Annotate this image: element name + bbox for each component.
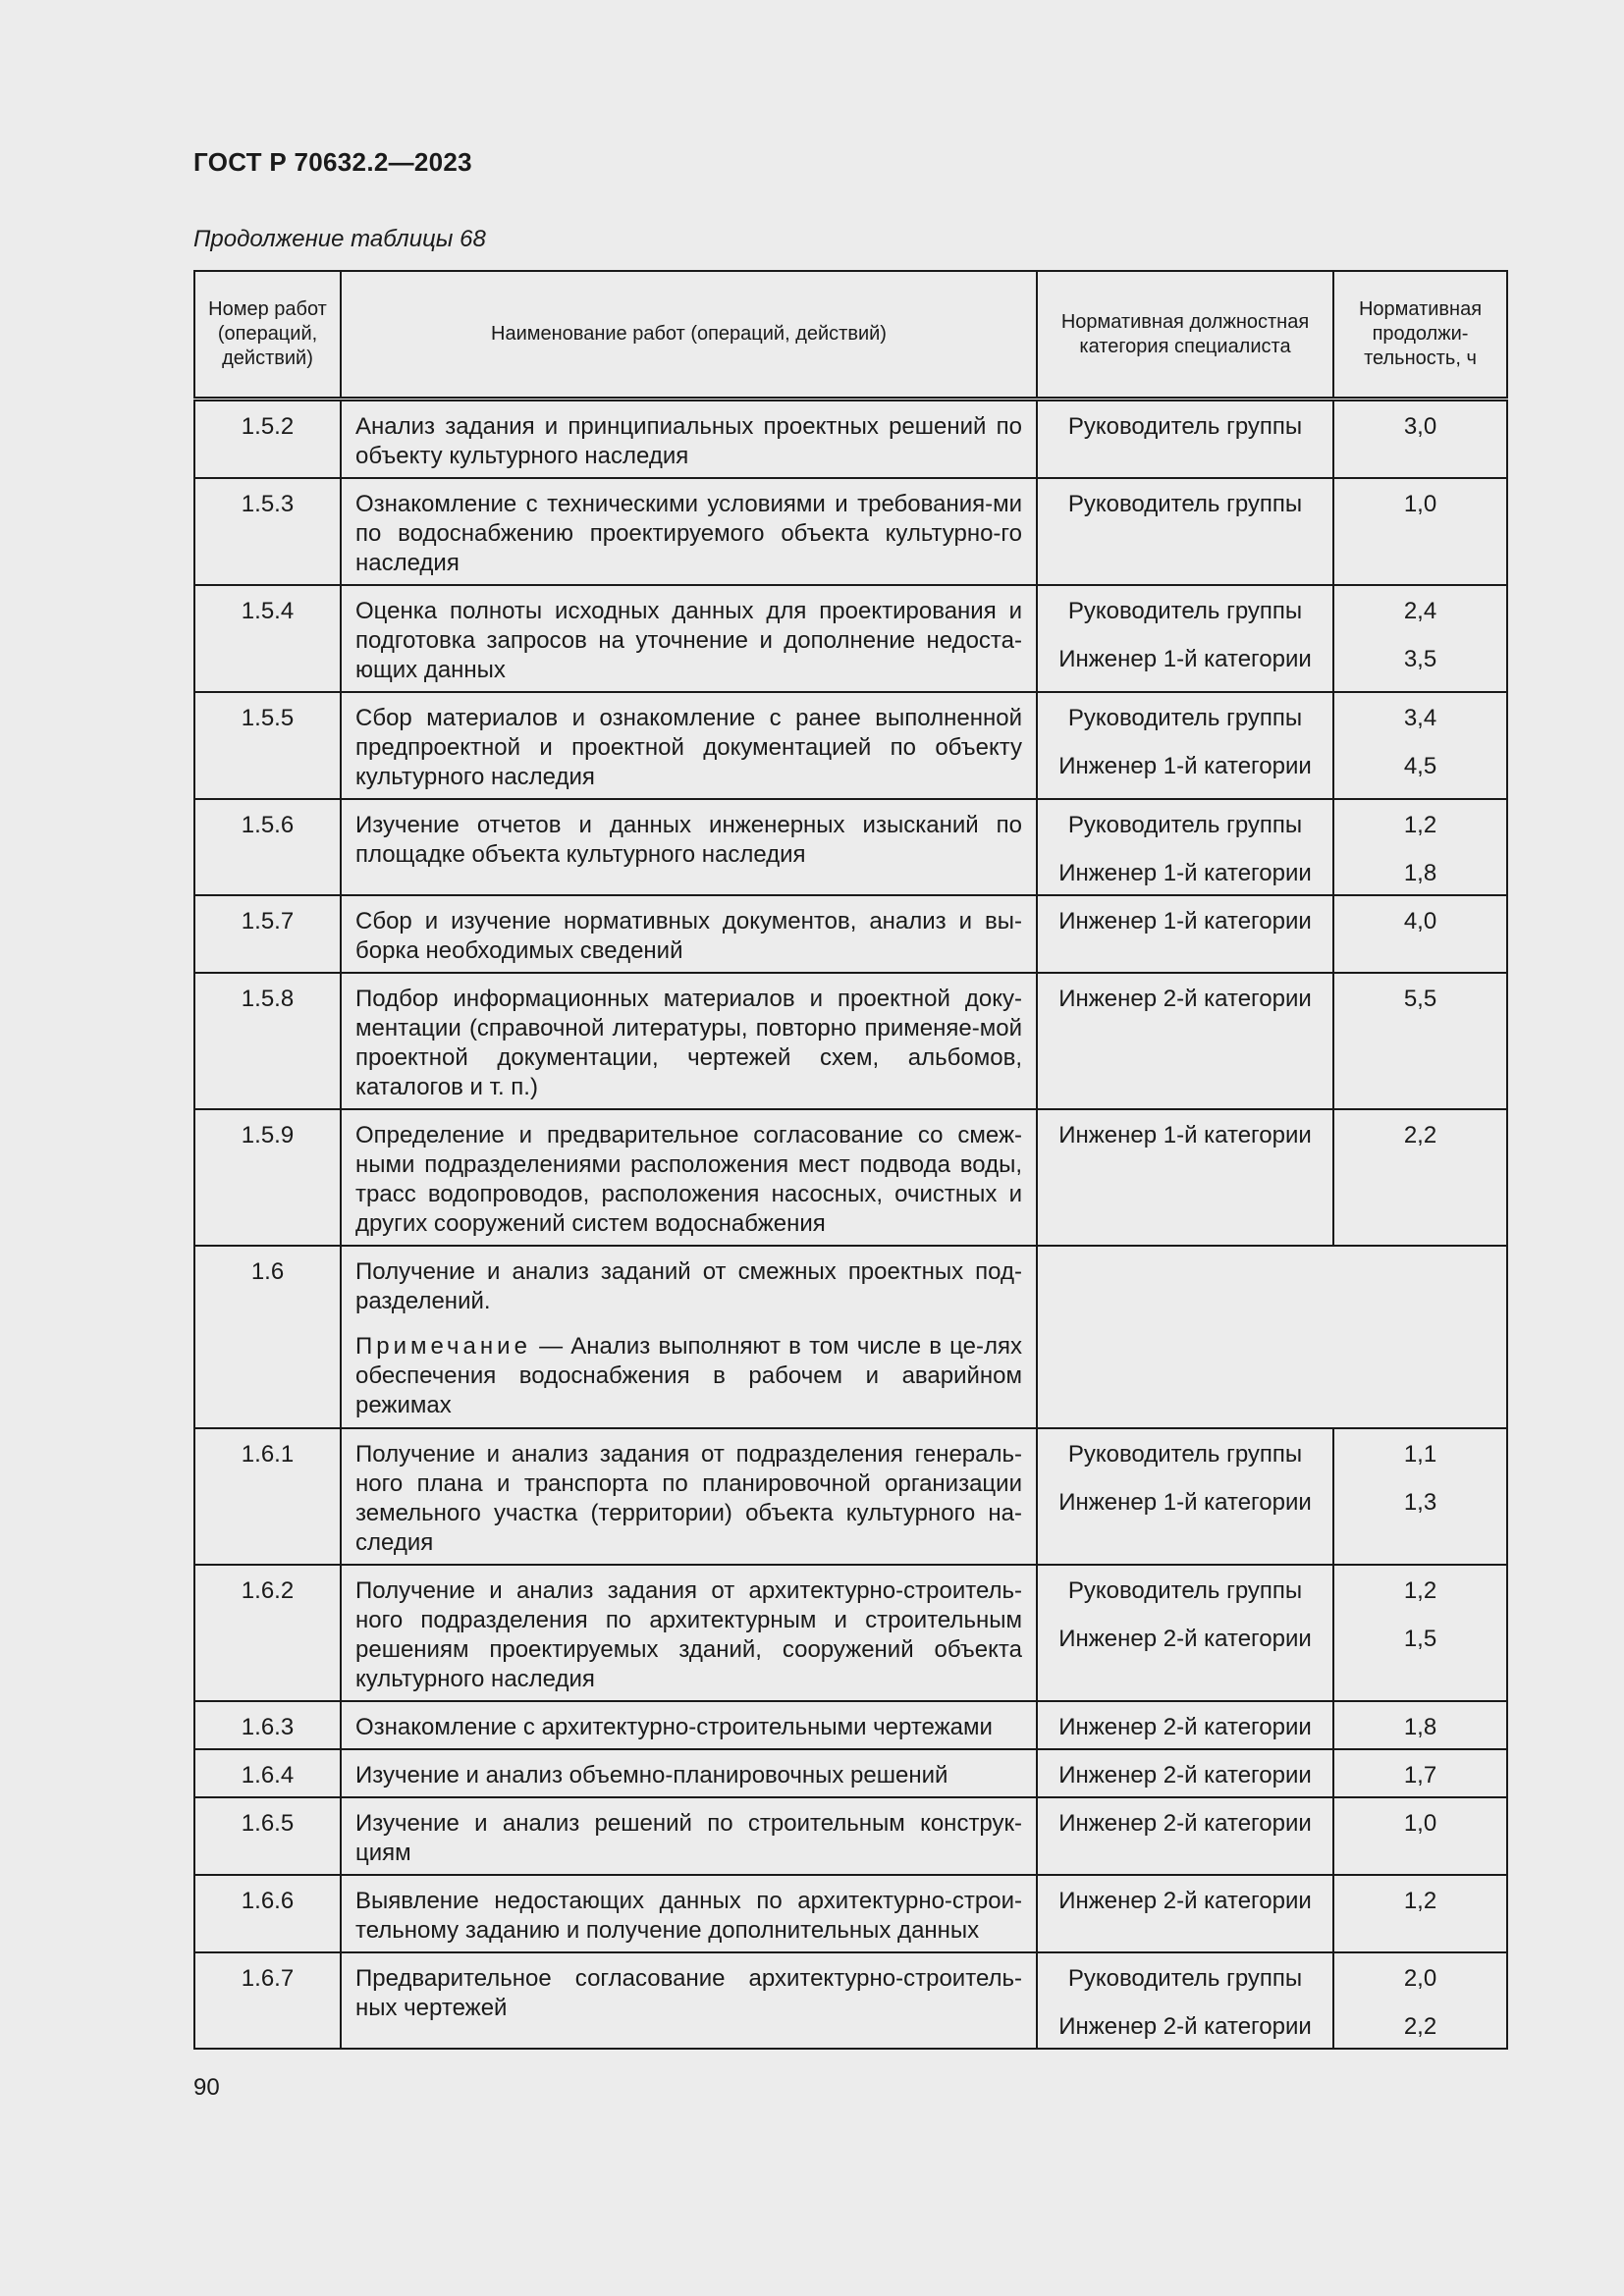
work-number: 1.5.4: [194, 585, 341, 692]
work-number: 1.6.5: [194, 1797, 341, 1875]
duration-cell: [1333, 1797, 1507, 1875]
table-row: [194, 1109, 1507, 1246]
duration-cell: [1333, 895, 1507, 973]
work-number: 1.5.9: [194, 1109, 341, 1246]
norms-table: [193, 270, 1508, 2050]
duration: 1,0: [1403, 490, 1437, 517]
duration: 1,5: [1403, 1625, 1437, 1652]
duration: 1,8: [1403, 859, 1437, 886]
specialist: Инженер 2-й категории: [1058, 1887, 1312, 1914]
work-number: 1.5.3: [194, 478, 341, 585]
work-name: Изучение и анализ объемно-планировочных решений: [341, 1749, 1037, 1797]
specialist-cell: [1037, 1749, 1333, 1797]
work-name: Определение и предварительное согласование со смеж-ными подразделениями расположения мест подвода воды, трасс водопроводов, расположения насосных, очистных и других сооружений систем водоснабжения: [341, 1109, 1037, 1246]
specialist-cell: [1037, 1875, 1333, 1952]
table-row: [194, 1749, 1507, 1797]
specialist: Инженер 2-й категории: [1058, 1761, 1312, 1789]
table-row: [194, 585, 1507, 692]
specialist: Руководитель группы: [1067, 811, 1303, 838]
work-name: Ознакомление с архитектурно-строительными чертежами: [341, 1701, 1037, 1749]
duration: 3,5: [1403, 645, 1437, 672]
work-name: Сбор и изучение нормативных документов, анализ и вы-борка необходимых сведений: [341, 895, 1037, 973]
work-name: Сбор материалов и ознакомление с ранее выполненной предпроектной и проектной документацией по объекту культурного наследия: [341, 692, 1037, 799]
work-number: 1.5.6: [194, 799, 341, 895]
duration-cell: [1333, 400, 1507, 478]
table-header-row: [194, 271, 1507, 400]
duration-cell: [1333, 478, 1507, 585]
specialist-cell: [1037, 478, 1333, 585]
duration: 1,2: [1403, 811, 1437, 838]
duration: 2,0: [1403, 1964, 1437, 1992]
work-name: Анализ задания и принципиальных проектных решений по объекту культурного наследия: [341, 400, 1037, 478]
page-number: 90: [193, 2074, 220, 2101]
work-number: 1.6: [194, 1246, 341, 1428]
note-label: Примечание: [355, 1332, 531, 1360]
specialist: Инженер 1-й категории: [1058, 645, 1312, 672]
duration: 5,5: [1403, 985, 1437, 1012]
specialist: Руководитель группы: [1067, 704, 1303, 731]
table-row: [194, 1952, 1507, 2049]
specialist-cell: [1037, 1701, 1333, 1749]
work-number: 1.5.5: [194, 692, 341, 799]
specialist-cell: [1037, 973, 1333, 1109]
duration: 2,4: [1403, 597, 1437, 624]
duration-cell: [1333, 1952, 1507, 2049]
specialist: Инженер 2-й категории: [1058, 985, 1312, 1012]
duration-cell: [1333, 1749, 1507, 1797]
table-row: [194, 478, 1507, 585]
work-name: Подбор информационных материалов и проектной доку-ментации (справочной литературы, повторно применяе-мой проектной документации, чертежей схем, альбомов, каталогов и т. п.): [341, 973, 1037, 1109]
table-row: [194, 1428, 1507, 1565]
specialist: Инженер 1-й категории: [1058, 859, 1312, 886]
table-row: [194, 895, 1507, 973]
table-row: [194, 1246, 1507, 1428]
duration-cell: [1333, 692, 1507, 799]
duration-cell: [1333, 1701, 1507, 1749]
specialist-cell: [1037, 400, 1333, 478]
work-number: 1.6.2: [194, 1565, 341, 1701]
work-name: Оценка полноты исходных данных для проектирования и подготовка запросов на уточнение и дополнение недоста-ющих данных: [341, 585, 1037, 692]
column-header-name: Наименование работ (операций, действий): [341, 271, 1037, 400]
work-name: Ознакомление с техническими условиями и требования-ми по водоснабжению проектируемого объекта культурно-го наследия: [341, 478, 1037, 585]
specialist-cell: [1037, 1952, 1333, 2049]
table-row: [194, 1565, 1507, 1701]
column-header-duration: Нормативная продолжи-тельность, ч: [1333, 271, 1507, 400]
duration: 2,2: [1403, 2012, 1437, 2040]
specialist-cell: [1037, 895, 1333, 973]
specialist: Инженер 1-й категории: [1058, 1488, 1312, 1516]
duration: 1,0: [1403, 1809, 1437, 1837]
work-number: 1.6.1: [194, 1428, 341, 1565]
note: [355, 1332, 1022, 1420]
specialist-cell: [1037, 799, 1333, 895]
table-row: [194, 400, 1507, 478]
specialist: Руководитель группы: [1067, 413, 1303, 440]
duration: 1,2: [1403, 1576, 1437, 1604]
specialist: Инженер 1-й категории: [1058, 907, 1312, 934]
work-name: Получение и анализ задания от архитектурно-строитель-ного подразделения по архитектурным и строительным решениям проектируемых зданий, сооружений объекта культурного наследия: [341, 1565, 1037, 1701]
work-number: 1.6.6: [194, 1875, 341, 1952]
document-title: ГОСТ Р 70632.2—2023: [193, 147, 472, 177]
specialist-cell: [1037, 692, 1333, 799]
work-name-text: Получение и анализ заданий от смежных проектных под-разделений.: [355, 1257, 1022, 1314]
duration: 3,0: [1403, 413, 1437, 440]
specialist: Руководитель группы: [1067, 1576, 1303, 1604]
specialist: Руководитель группы: [1067, 1440, 1303, 1468]
table-row: [194, 1797, 1507, 1875]
duration: 2,2: [1403, 1121, 1437, 1148]
duration: 3,4: [1403, 704, 1437, 731]
duration-cell: [1333, 585, 1507, 692]
work-number: 1.5.7: [194, 895, 341, 973]
specialist: Инженер 2-й категории: [1058, 1625, 1312, 1652]
column-header-specialist: Нормативная должностная категория специалиста: [1037, 271, 1333, 400]
note-text: — Анализ выполняют в том числе в це-лях обеспечения водоснабжения в рабочем и аварийном режимах: [355, 1332, 1022, 1418]
work-number: 1.6.7: [194, 1952, 341, 2049]
duration-cell: [1333, 973, 1507, 1109]
specialist-cell: [1037, 1428, 1333, 1565]
table-row: [194, 1875, 1507, 1952]
table-row: [194, 1701, 1507, 1749]
table-row: [194, 799, 1507, 895]
duration: 1,1: [1403, 1440, 1437, 1468]
specialist-cell: [1037, 1109, 1333, 1246]
work-name: Получение и анализ задания от подразделения генераль-ного плана и транспорта по планировочной организации земельного участка (территории) объекта культурного на-следия: [341, 1428, 1037, 1565]
table-row: [194, 692, 1507, 799]
work-name: Изучение и анализ решений по строительным конструк-циям: [341, 1797, 1037, 1875]
work-name: Предварительное согласование архитектурно-строитель-ных чертежей: [341, 1952, 1037, 2049]
duration-cell: [1333, 799, 1507, 895]
specialist: Руководитель группы: [1067, 597, 1303, 624]
work-number: 1.6.3: [194, 1701, 341, 1749]
column-header-number: Номер работ (операций, действий): [194, 271, 341, 400]
work-number: 1.5.8: [194, 973, 341, 1109]
duration: 1,8: [1403, 1713, 1437, 1740]
duration-cell: [1333, 1565, 1507, 1701]
specialist: Инженер 2-й категории: [1058, 1809, 1312, 1837]
specialist-cell: [1037, 1565, 1333, 1701]
work-name: Выявление недостающих данных по архитектурно-строи-тельному заданию и получение дополнительных данных: [341, 1875, 1037, 1952]
duration-cell: [1333, 1428, 1507, 1565]
specialist: Инженер 1-й категории: [1058, 752, 1312, 779]
specialist: Руководитель группы: [1067, 490, 1303, 517]
specialist: Инженер 2-й категории: [1058, 2012, 1312, 2040]
duration: 1,2: [1403, 1887, 1437, 1914]
work-number: 1.6.4: [194, 1749, 341, 1797]
duration-cell: [1333, 1109, 1507, 1246]
duration-cell: [1333, 1875, 1507, 1952]
table-row: [194, 973, 1507, 1109]
specialist-cell: [1037, 1797, 1333, 1875]
specialist-cell: [1037, 585, 1333, 692]
specialist: Руководитель группы: [1067, 1964, 1303, 1992]
work-name: Изучение отчетов и данных инженерных изысканий по площадке объекта культурного наследия: [341, 799, 1037, 895]
work-name: [341, 1246, 1037, 1428]
duration: 4,0: [1403, 907, 1437, 934]
work-number: 1.5.2: [194, 400, 341, 478]
specialist: Инженер 1-й категории: [1058, 1121, 1312, 1148]
duration: 1,7: [1403, 1761, 1437, 1789]
duration: 1,3: [1403, 1488, 1437, 1516]
duration: 4,5: [1403, 752, 1437, 779]
specialist: Инженер 2-й категории: [1058, 1713, 1312, 1740]
empty-merged-cell: [1037, 1246, 1507, 1428]
table-caption: Продолжение таблицы 68: [193, 226, 486, 252]
